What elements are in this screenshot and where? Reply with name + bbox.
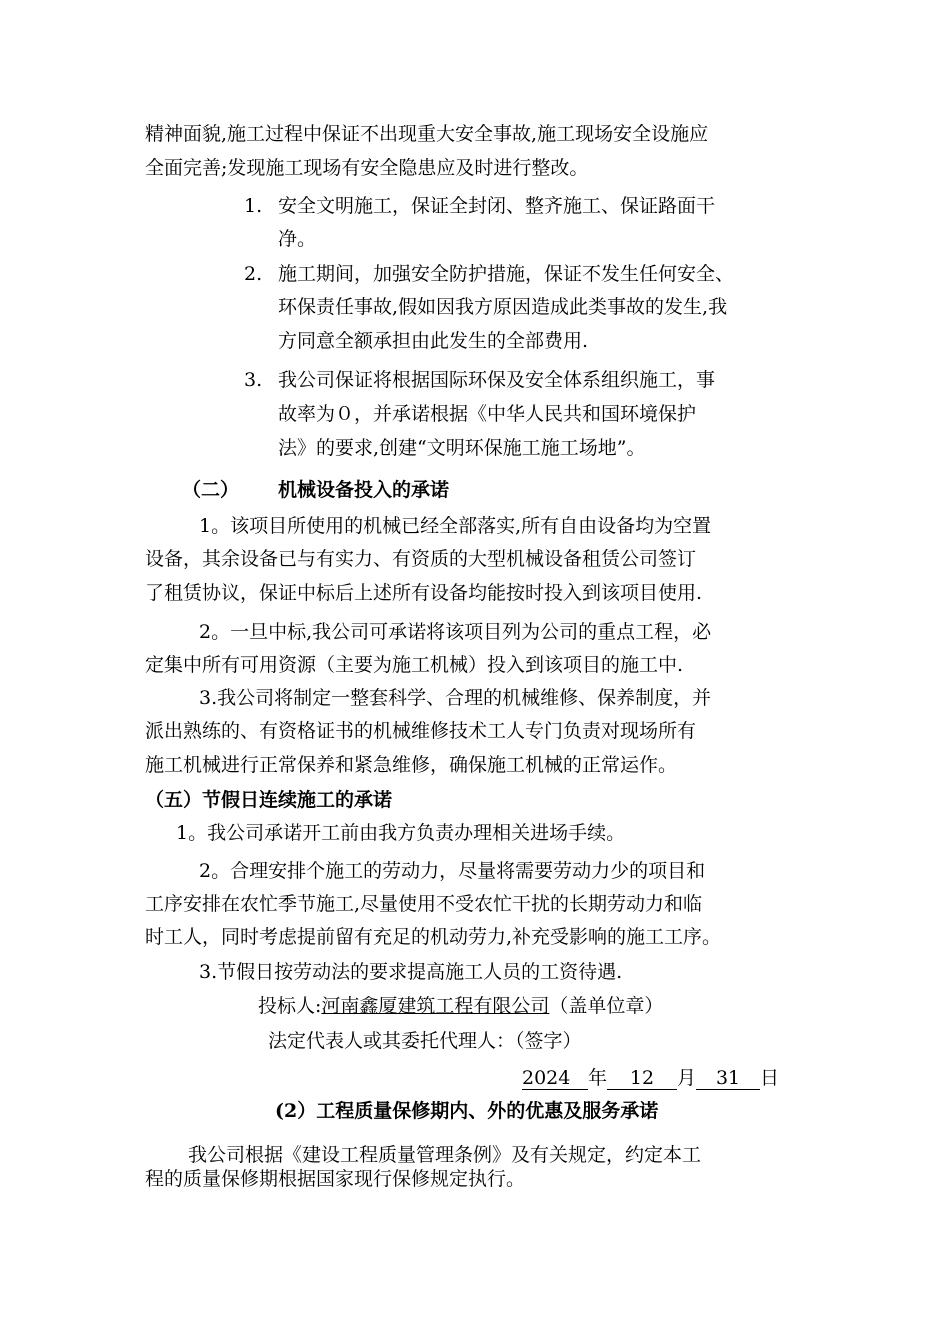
body-text: 程的质量保修期根据国家现行保修规定执行。 bbox=[145, 1168, 526, 1190]
section-heading: （五）节假日连续施工的承诺 bbox=[145, 789, 393, 811]
date-day: 31 bbox=[696, 1068, 760, 1090]
body-text: 精神面貌,施工过程中保证不出现重大安全事故,施工现场安全设施应 bbox=[145, 123, 709, 145]
body-text: 我公司根据《建设工程质量管理条例》及有关规定，约定本工 bbox=[188, 1144, 702, 1166]
body-text: 2。合理安排个施工的劳动力，尽量将需要劳动力少的项目和 bbox=[199, 860, 706, 882]
list-item-text: 故率为０，并承诺根据《中华人民共和国环境保护 bbox=[278, 403, 697, 425]
bidder-label: 投标人: bbox=[258, 995, 322, 1017]
body-text: 时工人，同时考虑提前留有充足的机动劳力,补充受影响的施工工序。 bbox=[145, 926, 722, 948]
list-item-text: 安全文明施工，保证全封闭、整齐施工、保证路面干 bbox=[278, 195, 716, 217]
warranty-heading: (2）工程质量保修期内、外的优惠及服务承诺 bbox=[275, 1100, 659, 1122]
body-text: 1。该项目所使用的机械已经全部落实,所有自由设备均为空置 bbox=[199, 515, 712, 537]
date-month: 12 bbox=[607, 1068, 677, 1090]
body-text: 施工机械进行正常保养和紧急维修，确保施工机械的正常运作。 bbox=[145, 754, 678, 776]
date-line bbox=[522, 1068, 779, 1090]
list-number: 3. bbox=[244, 369, 263, 391]
list-item-text: 法》的要求,创建“文明环保施工施工场地”。 bbox=[278, 437, 646, 459]
list-number: 1. bbox=[244, 195, 263, 217]
date-year-unit: 年 bbox=[588, 1067, 608, 1089]
section-number: （二） bbox=[182, 479, 240, 501]
bidder-company-name: 河南鑫厦建筑工程有限公司 bbox=[321, 995, 550, 1017]
body-text: 3.节假日按劳动法的要求提高施工人员的工资待遇. bbox=[199, 961, 623, 983]
body-text: 3.我公司将制定一整套科学、合理的机械维修、保养制度，并 bbox=[199, 687, 712, 709]
list-item-text: 方同意全额承担由此发生的全部费用. bbox=[278, 330, 589, 352]
body-text: 2。一旦中标,我公司可承诺将该项目列为公司的重点工程，必 bbox=[199, 621, 712, 643]
list-item-text: 我公司保证将根据国际环保及安全体系组织施工，事 bbox=[278, 369, 716, 391]
date-month-unit: 月 bbox=[677, 1067, 697, 1089]
bidder-line bbox=[258, 997, 663, 1016]
list-item-text: 环保责任事故,假如因我方原因造成此类事故的发生,我 bbox=[278, 296, 728, 318]
date-day-unit: 日 bbox=[760, 1067, 780, 1089]
body-text: 全面完善;发现施工现场有安全隐患应及时进行整改。 bbox=[145, 157, 589, 179]
body-text: 定集中所有可用资源（主要为施工机械）投入到该项目的施工中. bbox=[145, 654, 684, 676]
list-item-text: 施工期间，加强安全防护措施，保证不发生任何安全、 bbox=[278, 263, 735, 285]
body-text: 工序安排在农忙季节施工,尽量使用不受农忙干扰的长期劳动力和临 bbox=[145, 893, 703, 915]
representative-line: 法定代表人或其委托代理人：（签字） bbox=[268, 1030, 582, 1052]
body-text: 了租赁协议，保证中标后上述所有设备均能按时投入到该项目使用. bbox=[145, 582, 703, 604]
body-text: 1。我公司承诺开工前由我方负责办理相关进场手续。 bbox=[176, 822, 626, 844]
body-text: 设备，其余设备已与有实力、有资质的大型机械设备租赁公司签订 bbox=[145, 548, 697, 570]
date-year: 2024 bbox=[522, 1068, 588, 1090]
section-heading: 机械设备投入的承诺 bbox=[278, 479, 450, 501]
list-item-text: 净。 bbox=[278, 228, 317, 250]
body-text: 派出熟练的、有资格证书的机械维修技术工人专门负责对现场所有 bbox=[145, 720, 697, 742]
list-number: 2. bbox=[244, 263, 263, 285]
seal-note: （盖单位章） bbox=[549, 995, 664, 1017]
